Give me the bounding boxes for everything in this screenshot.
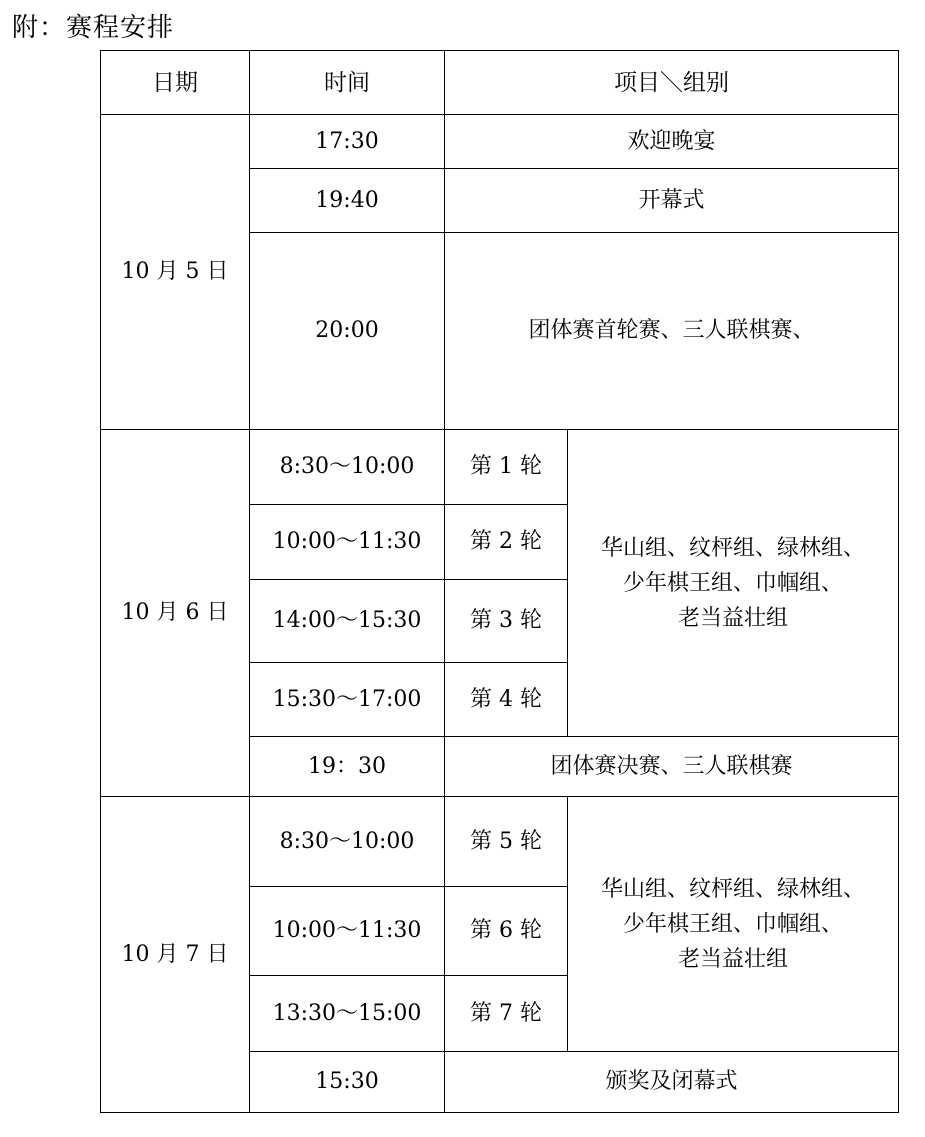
event-cell: 欢迎晚宴 (445, 115, 899, 169)
table-row (101, 430, 899, 505)
header-event-group: 项目＼组别 (445, 51, 899, 115)
time-cell: 14:00～15:30 (250, 580, 445, 663)
header-row (101, 51, 899, 115)
date-cell-oct6: 10 月 6 日 (101, 430, 250, 797)
groups-line: 老当益壮组 (677, 605, 788, 631)
time-cell: 10:00～11:30 (250, 887, 445, 976)
round-cell: 第 1 轮 (445, 430, 568, 505)
header-time: 时间 (250, 51, 445, 115)
groups-list (601, 872, 865, 977)
header-date: 日期 (101, 51, 250, 115)
document-heading: 附：赛程安排 (12, 13, 175, 43)
time-cell: 8:30～10:00 (250, 430, 445, 505)
event-cell: 开幕式 (445, 169, 899, 233)
time-cell: 15:30～17:00 (250, 663, 445, 737)
table-row (101, 797, 899, 887)
date-cell-oct7: 10 月 7 日 (101, 797, 250, 1113)
round-cell: 第 7 轮 (445, 976, 568, 1052)
time-cell: 19:40 (250, 169, 445, 233)
time-cell: 17:30 (250, 115, 445, 169)
time-cell: 8:30～10:00 (250, 797, 445, 887)
groups-line: 华山组、纹枰组、绿林组、 (600, 535, 865, 561)
time-cell: 20:00 (250, 233, 445, 430)
groups-cell-oct7 (568, 797, 899, 1052)
time-cell: 10:00～11:30 (250, 505, 445, 580)
round-cell: 第 3 轮 (445, 580, 568, 663)
time-cell: 13:30～15:00 (250, 976, 445, 1052)
event-cell: 颁奖及闭幕式 (445, 1052, 899, 1113)
time-cell: 19：30 (250, 737, 445, 797)
table-row (101, 115, 899, 169)
date-cell-oct5: 10 月 5 日 (101, 115, 250, 430)
event-cell: 团体赛决赛、三人联棋赛 (445, 737, 899, 797)
round-cell: 第 4 轮 (445, 663, 568, 737)
groups-line: 华山组、纹枰组、绿林组、 (600, 876, 865, 902)
schedule-table (100, 50, 899, 1113)
groups-line: 老当益壮组 (677, 946, 788, 972)
round-cell: 第 2 轮 (445, 505, 568, 580)
event-cell: 团体赛首轮赛、三人联棋赛、 (445, 233, 899, 430)
groups-line: 少年棋王组、巾帼组、 (622, 911, 843, 937)
groups-cell-oct6 (568, 430, 899, 737)
round-cell: 第 6 轮 (445, 887, 568, 976)
time-cell: 15:30 (250, 1052, 445, 1113)
round-cell: 第 5 轮 (445, 797, 568, 887)
groups-line: 少年棋王组、巾帼组、 (622, 570, 843, 596)
groups-list (601, 531, 865, 636)
